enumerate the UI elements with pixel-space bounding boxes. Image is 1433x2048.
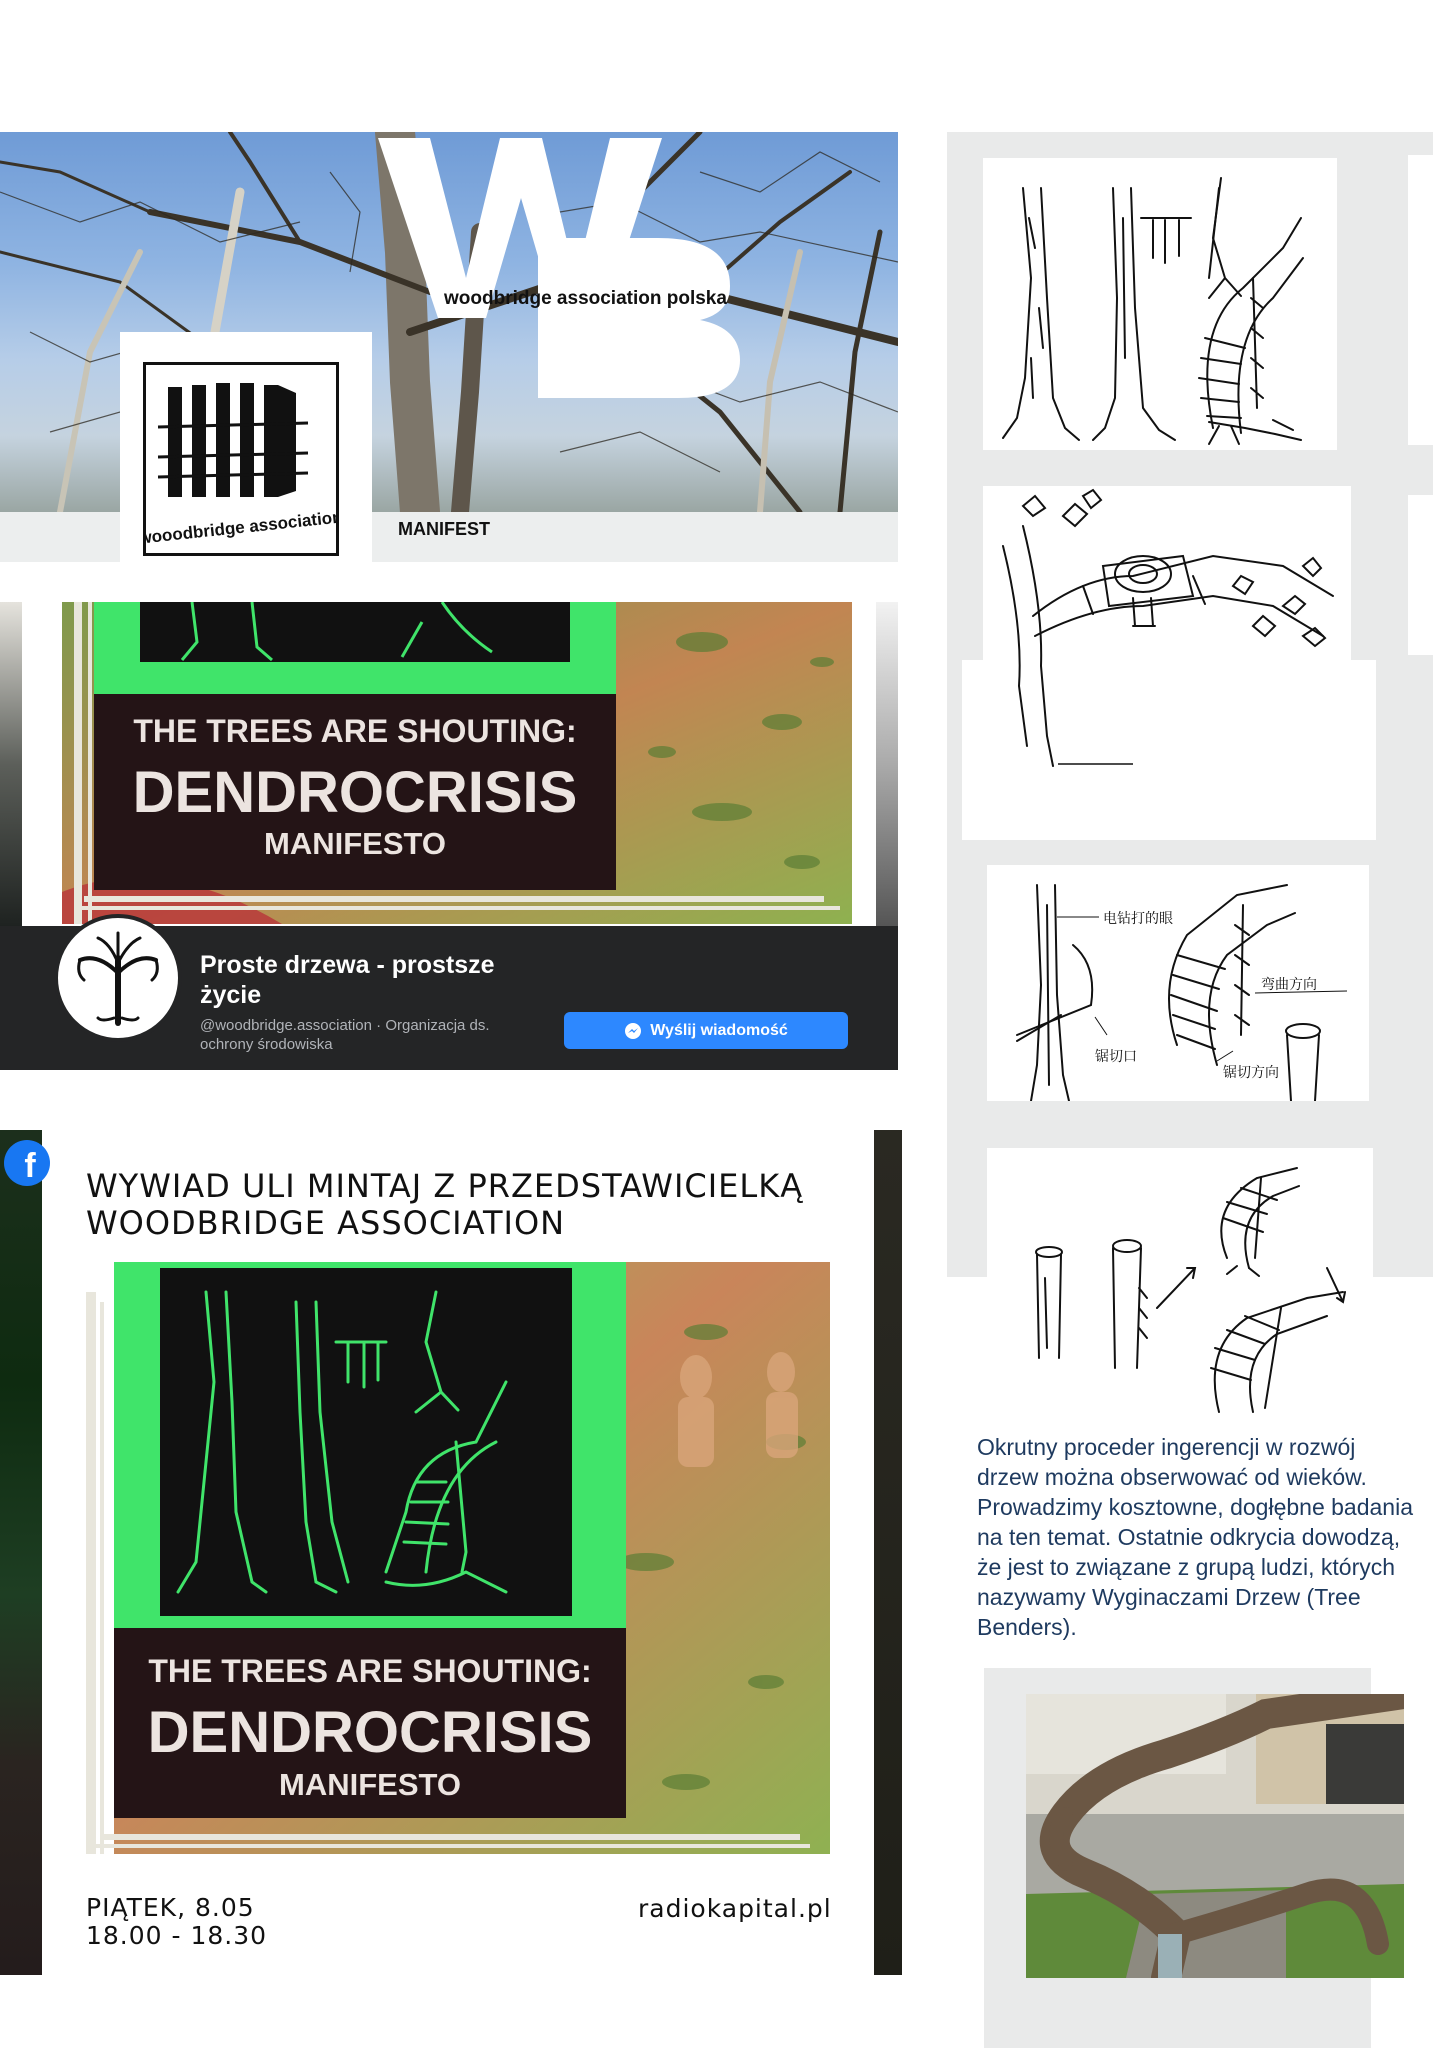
radio-poster-title: DENDROCRISIS bbox=[147, 1700, 593, 1765]
fb-card-left-edge bbox=[0, 602, 22, 927]
fb-card-right-edge bbox=[876, 602, 898, 927]
radio-interview-heading bbox=[86, 1168, 846, 1242]
dendrocrisis-poster-crop bbox=[22, 602, 876, 924]
radio-poster-artwork bbox=[86, 1262, 838, 1882]
radio-heading-line-2: WOODBRIDGE ASSOCIATION bbox=[86, 1204, 566, 1242]
fb-poster-headline: THE TREES ARE SHOUTING: bbox=[133, 713, 577, 749]
dendrocrisis-poster bbox=[86, 1262, 838, 1882]
wb-big-logo bbox=[378, 128, 758, 398]
wb-logo-subtitle: woodbridge association polska bbox=[444, 288, 727, 309]
fb-page-handle: @woodbridge.association · Organizacja ds. ochrony środowiska bbox=[200, 1017, 490, 1053]
manifest-tab[interactable]: MANIFEST bbox=[398, 519, 490, 539]
send-message-button[interactable] bbox=[564, 1012, 848, 1049]
radio-url[interactable]: radiokapital.pl bbox=[638, 1894, 832, 1923]
facebook-icon[interactable]: f bbox=[4, 1140, 50, 1186]
radio-heading-line-1: WYWIAD ULI MINTAJ Z PRZEDSTAWICIELKĄ bbox=[86, 1167, 804, 1205]
tree-bending-sketch-4 bbox=[987, 1148, 1373, 1416]
drilling-cut-sketch bbox=[987, 865, 1369, 1101]
branch-clamp-sketch bbox=[983, 486, 1351, 781]
fb-page-avatar[interactable] bbox=[54, 914, 182, 1042]
radio-poster-subtitle: MANIFESTO bbox=[279, 1767, 461, 1802]
bent-tree-photo bbox=[1026, 1694, 1404, 1978]
bending-steps-sketch bbox=[987, 1148, 1373, 1416]
radio-date: PIĄTEK, 8.05 bbox=[86, 1893, 255, 1922]
tree-trunks-sketch bbox=[983, 158, 1337, 450]
radio-poster-right-strip bbox=[874, 1130, 902, 1975]
sketch-label-saw-direction: 锯切方向 bbox=[1223, 1065, 1279, 1081]
tree-bending-sketch-2 bbox=[983, 486, 1351, 781]
bent-tree-photo-graphic bbox=[1026, 1694, 1404, 1978]
right-column-white-strip-mid bbox=[1408, 495, 1433, 655]
fb-poster-title: DENDROCRISIS bbox=[132, 760, 578, 825]
messenger-icon bbox=[624, 1022, 642, 1040]
tree-benders-description: Okrutny proceder ingerencji w rozwój drzew można obserwować od wieków. Prowadzimy kosztowne, dogłębne badania na ten temat. Ostatnie odkrycia dowodzą, że jest to związane z grupą ludzi, których nazywamy Wyginaczami Drzew (Tree Benders). bbox=[977, 1434, 1413, 1640]
right-column-white-strip-top bbox=[1408, 155, 1433, 445]
tree-bending-sketch-3 bbox=[987, 865, 1369, 1101]
radio-time: 18.00 - 18.30 bbox=[86, 1921, 268, 1950]
bars-logo-icon bbox=[146, 365, 336, 553]
tree-bending-sketch-1 bbox=[983, 158, 1337, 450]
fb-poster-subtitle: MANIFESTO bbox=[264, 826, 446, 861]
radio-date-time bbox=[86, 1894, 267, 1950]
sketch-label-bend-direction: 弯曲方向 bbox=[1261, 977, 1317, 993]
sketch-label-saw-cut: 锯切口 bbox=[1095, 1049, 1137, 1065]
fb-page-name[interactable]: Proste drzewa - prostsze życie bbox=[200, 951, 495, 1009]
send-message-label: Wyślij wiadomość bbox=[650, 1021, 788, 1039]
radio-poster-left-strip bbox=[0, 1130, 42, 1975]
association-logo bbox=[143, 362, 339, 556]
wb-logo-graphic bbox=[378, 128, 758, 398]
tree-avatar-icon bbox=[58, 918, 178, 1038]
logo-wordmark: wooodbridge association bbox=[146, 507, 336, 548]
radio-poster-headline: THE TREES ARE SHOUTING: bbox=[148, 1653, 592, 1689]
fb-cover-image[interactable] bbox=[22, 602, 876, 924]
sketch-label-drill-hole: 电钻打的眼 bbox=[1103, 911, 1173, 927]
